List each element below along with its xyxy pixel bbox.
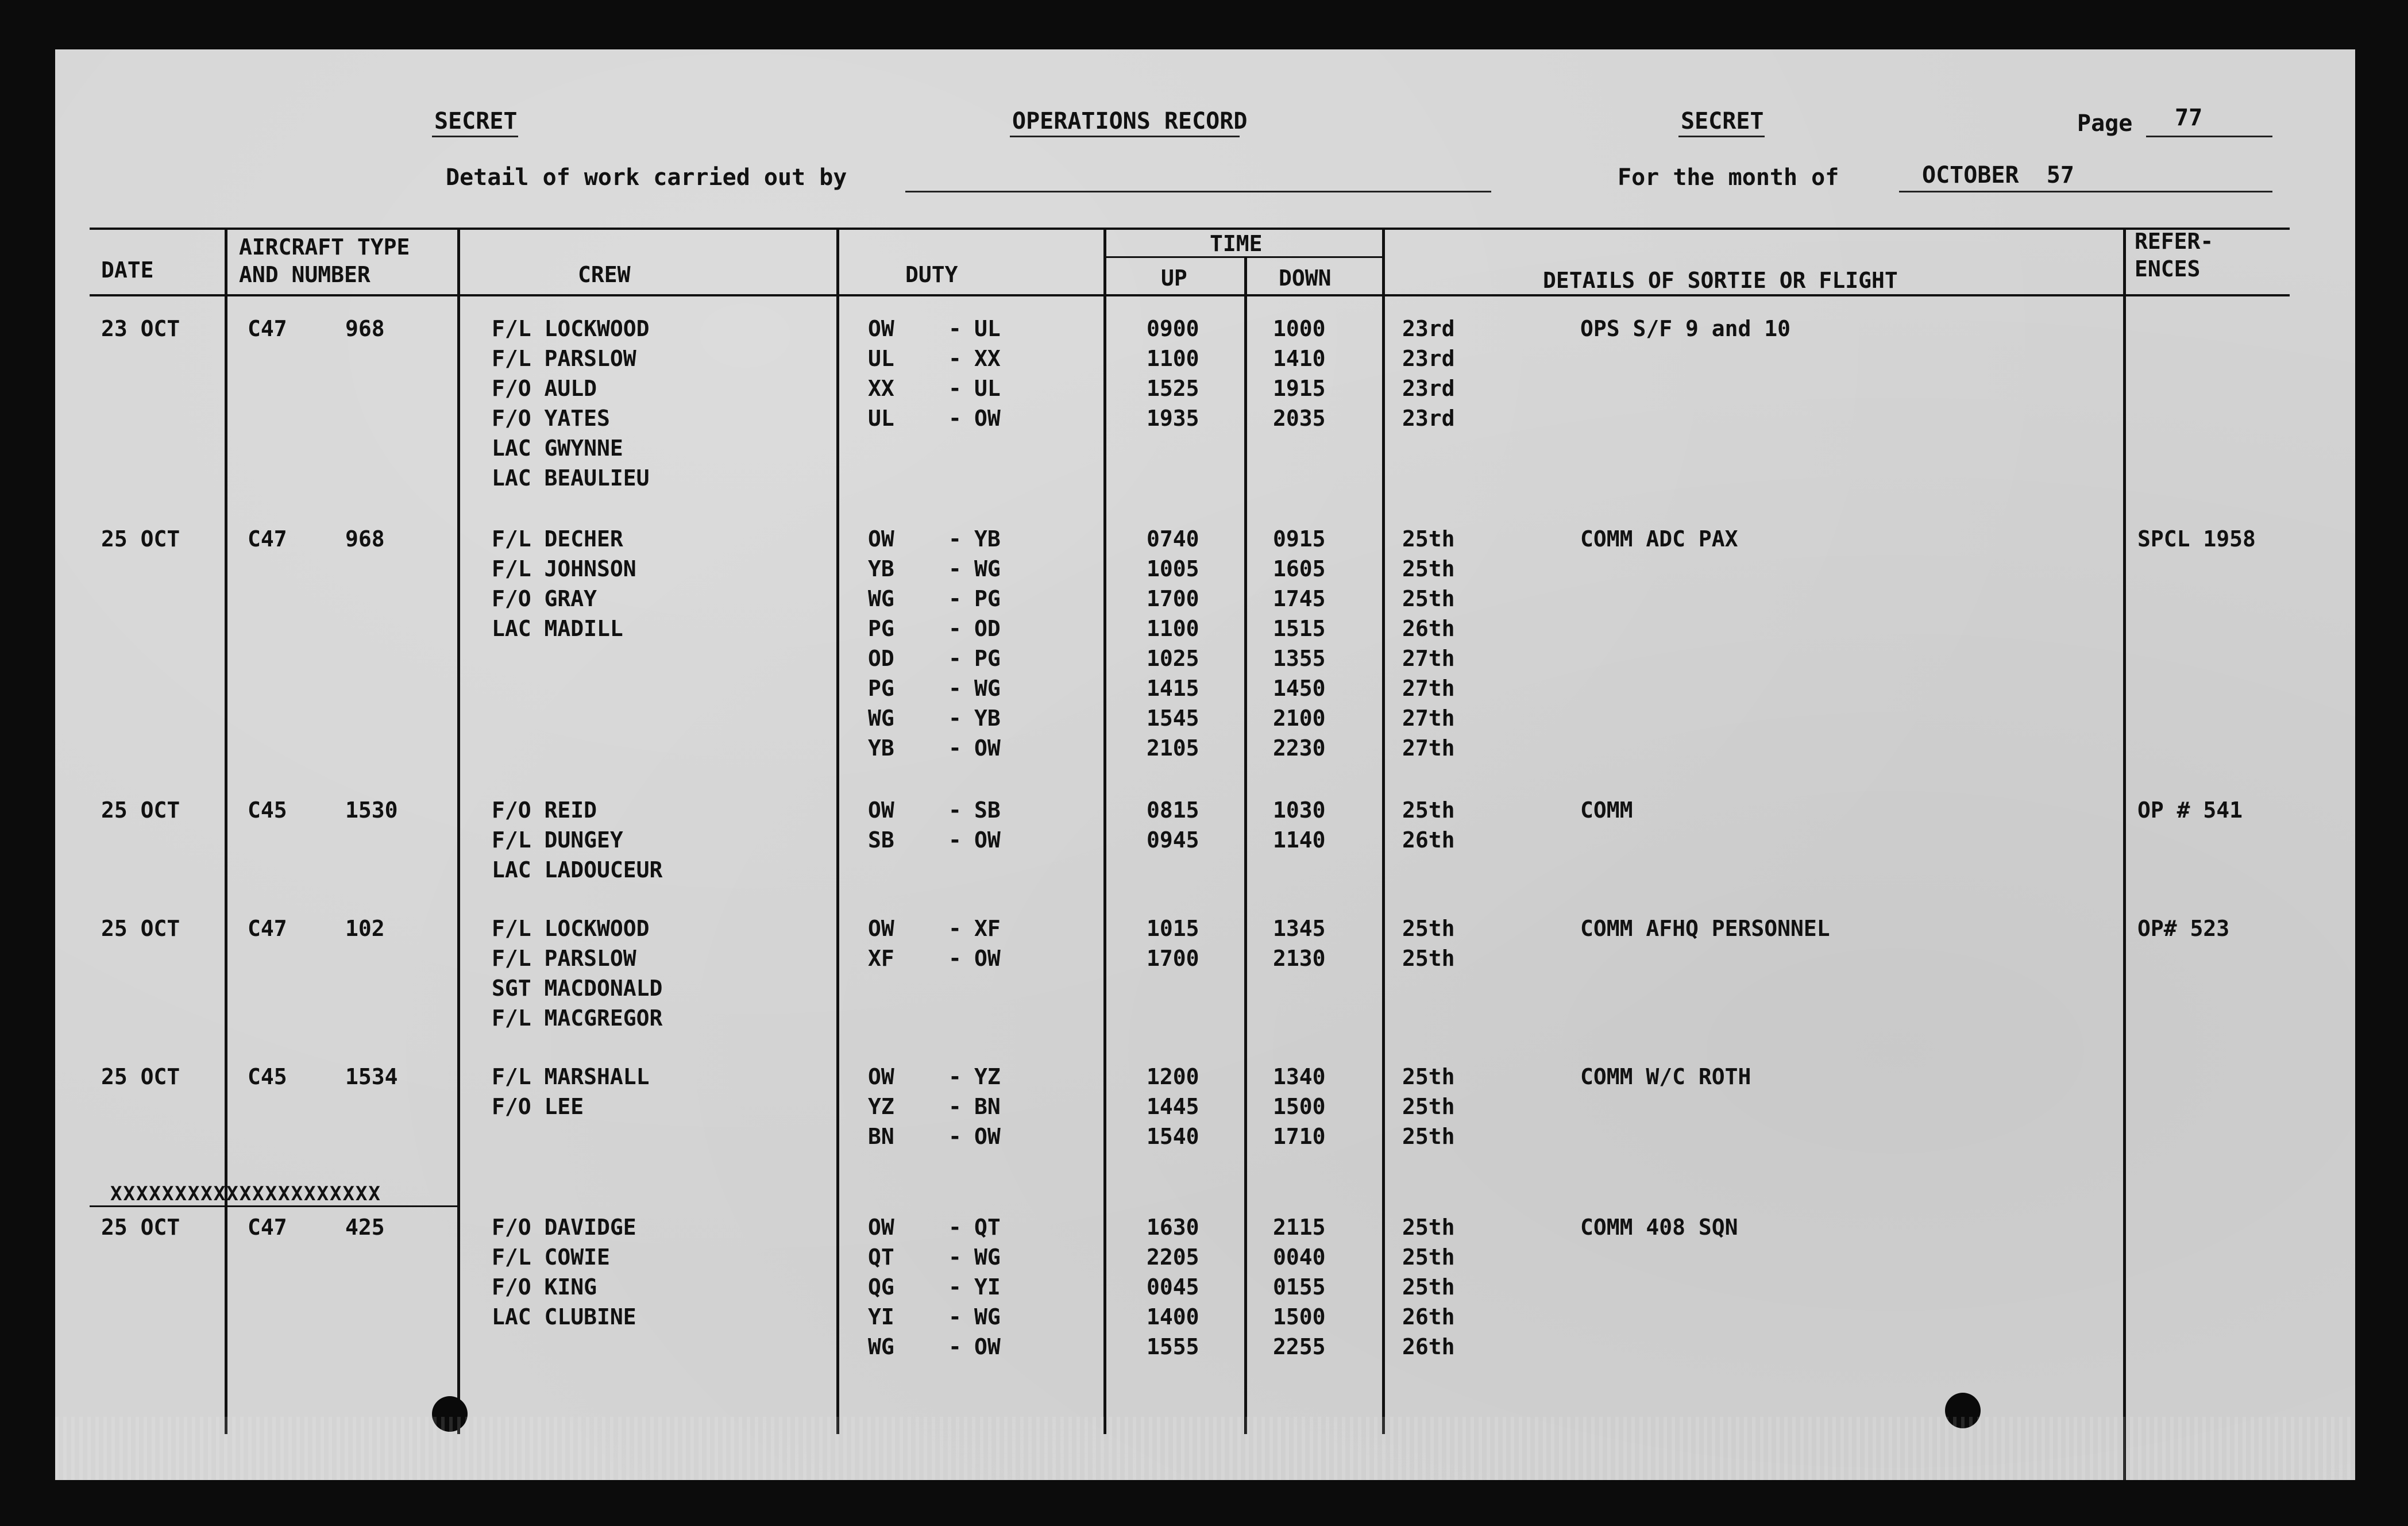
time-down: 1605 [1273, 556, 1326, 581]
crew-member: F/L MARSHALL [492, 1064, 650, 1089]
duty-to: BN [974, 1094, 1001, 1119]
time-down: 1355 [1273, 646, 1326, 671]
crew-member: LAC CLUBINE [492, 1304, 636, 1330]
time-down: 1710 [1273, 1124, 1326, 1149]
duty-separator: - [948, 706, 962, 731]
time-up: 0815 [1147, 797, 1199, 823]
column-header-details: DETAILS OF SORTIE OR FLIGHT [1543, 268, 1898, 293]
time-down: 2230 [1273, 735, 1326, 761]
title-underline [1010, 136, 1240, 137]
time-up: 1555 [1147, 1334, 1199, 1359]
time-up: 1700 [1147, 946, 1199, 971]
duty-from: OD [868, 646, 894, 671]
duty-separator: - [948, 676, 962, 701]
flight-day: 25th [1402, 946, 1455, 971]
month-label: For the month of [1618, 164, 1839, 191]
flight-day: 25th [1402, 1274, 1455, 1300]
time-down: 1915 [1273, 376, 1326, 401]
crew-member: F/O GRAY [492, 586, 597, 611]
column-header-date: DATE [101, 257, 154, 283]
flight-day: 25th [1402, 1215, 1455, 1240]
entry-date: 25 OCT [101, 1064, 180, 1089]
time-up: 1445 [1147, 1094, 1199, 1119]
time-up: 1100 [1147, 616, 1199, 641]
crew-member: F/L COWIE [492, 1244, 610, 1270]
duty-from: WG [868, 1334, 894, 1359]
duty-separator: - [948, 827, 962, 853]
flight-day: 25th [1402, 797, 1455, 823]
entry-reference: OP# 523 [2137, 916, 2230, 941]
duty-to: OW [974, 827, 1001, 853]
flight-day: 25th [1402, 1094, 1455, 1119]
crew-member: F/O REID [492, 797, 597, 823]
time-down: 1030 [1273, 797, 1326, 823]
duty-separator: - [948, 316, 962, 341]
duty-to: YB [974, 526, 1001, 552]
duty-to: WG [974, 556, 1001, 581]
crossed-out-entry: XXXXXXXXXXXXXXXXXXXXX [110, 1182, 381, 1205]
duty-to: YI [974, 1274, 1001, 1300]
duty-to: PG [974, 646, 1001, 671]
entry-aircraft-type: C47 [248, 526, 287, 552]
column-header-duty: DUTY [905, 262, 958, 287]
secret-right-underline [1678, 136, 1765, 137]
crew-member: F/O AULD [492, 376, 597, 401]
duty-column-rule [1103, 228, 1106, 1434]
flight-day: 25th [1402, 1064, 1455, 1089]
date-column-rule [225, 228, 227, 1434]
duty-from: OW [868, 1215, 894, 1240]
duty-to: XX [974, 346, 1001, 371]
duty-from: SB [868, 827, 894, 853]
duty-to: OW [974, 735, 1001, 761]
up-column-rule [1244, 256, 1247, 1434]
flight-day: 25th [1402, 916, 1455, 941]
flight-day: 23rd [1402, 376, 1455, 401]
secret-left-underline [432, 136, 518, 137]
duty-from: UL [868, 346, 894, 371]
duty-separator: - [948, 556, 962, 581]
time-up: 1025 [1147, 646, 1199, 671]
time-up: 1400 [1147, 1304, 1199, 1330]
crew-member: F/O LEE [492, 1094, 584, 1119]
duty-from: QG [868, 1274, 894, 1300]
crew-member: LAC MADILL [492, 616, 623, 641]
entry-reference: SPCL 1958 [2137, 526, 2256, 552]
entry-aircraft-number: 1534 [345, 1064, 398, 1089]
duty-from: XF [868, 946, 894, 971]
duty-separator: - [948, 1274, 962, 1300]
table-header-rule [90, 294, 2290, 296]
duty-from: OW [868, 797, 894, 823]
duty-from: PG [868, 676, 894, 701]
duty-separator: - [948, 1244, 962, 1270]
entry-details: OPS S/F 9 and 10 [1580, 316, 1791, 341]
entry-date: 25 OCT [101, 916, 180, 941]
duty-to: SB [974, 797, 1001, 823]
time-down: 2100 [1273, 706, 1326, 731]
duty-from: BN [868, 1124, 894, 1149]
time-down: 1745 [1273, 586, 1326, 611]
entry-aircraft-number: 425 [345, 1215, 385, 1240]
details-column-rule [2123, 228, 2126, 1480]
duty-from: OW [868, 1064, 894, 1089]
time-down: 2115 [1273, 1215, 1326, 1240]
column-header-aircraft-line2: AND NUMBER [239, 262, 371, 287]
entry-reference: OP # 541 [2137, 797, 2243, 823]
duty-from: UL [868, 406, 894, 431]
duty-separator: - [948, 406, 962, 431]
entry-date: 25 OCT [101, 797, 180, 823]
time-up: 1005 [1147, 556, 1199, 581]
duty-separator: - [948, 916, 962, 941]
duty-from: OW [868, 916, 894, 941]
time-down: 1500 [1273, 1304, 1326, 1330]
column-header-time: TIME [1210, 231, 1263, 256]
time-down: 1140 [1273, 827, 1326, 853]
duty-separator: - [948, 797, 962, 823]
entry-date: 25 OCT [101, 1215, 180, 1240]
duty-from: YB [868, 735, 894, 761]
entry-details: COMM ADC PAX [1580, 526, 1738, 552]
time-down: 0040 [1273, 1244, 1326, 1270]
down-column-rule [1382, 228, 1385, 1434]
duty-to: WG [974, 1244, 1001, 1270]
column-header-down: DOWN [1279, 265, 1332, 291]
crossed-out-rule [90, 1205, 457, 1207]
time-down: 2130 [1273, 946, 1326, 971]
duty-from: XX [868, 376, 894, 401]
duty-to: OW [974, 1124, 1001, 1149]
crew-member: F/L DUNGEY [492, 827, 623, 853]
time-down: 1500 [1273, 1094, 1326, 1119]
page-number-underline [2146, 136, 2272, 137]
column-header-up: UP [1161, 265, 1187, 291]
duty-to: UL [974, 316, 1001, 341]
crew-member: F/L LOCKWOOD [492, 916, 650, 941]
entry-aircraft-number: 1530 [345, 797, 398, 823]
flight-day: 25th [1402, 586, 1455, 611]
duty-from: YZ [868, 1094, 894, 1119]
secret-left-label: SECRET [434, 108, 518, 134]
month-underline [1899, 191, 2272, 192]
flight-day: 27th [1402, 676, 1455, 701]
table-top-rule [90, 228, 2290, 230]
duty-to: UL [974, 376, 1001, 401]
duty-separator: - [948, 1124, 962, 1149]
duty-separator: - [948, 526, 962, 552]
duty-to: YZ [974, 1064, 1001, 1089]
flight-day: 26th [1402, 1304, 1455, 1330]
flight-day: 25th [1402, 1124, 1455, 1149]
time-down: 0155 [1273, 1274, 1326, 1300]
entry-aircraft-type: C47 [248, 1215, 287, 1240]
duty-separator: - [948, 1334, 962, 1359]
duty-to: PG [974, 586, 1001, 611]
time-up: 1540 [1147, 1124, 1199, 1149]
entry-details: COMM 408 SQN [1580, 1215, 1738, 1240]
column-header-crew: CREW [578, 262, 631, 287]
time-up: 1100 [1147, 346, 1199, 371]
flight-day: 26th [1402, 1334, 1455, 1359]
duty-from: WG [868, 586, 894, 611]
crew-member: F/O DAVIDGE [492, 1215, 636, 1240]
crew-member: LAC BEAULIEU [492, 465, 650, 491]
time-down: 1000 [1273, 316, 1326, 341]
duty-to: OD [974, 616, 1001, 641]
flight-day: 23rd [1402, 316, 1455, 341]
duty-separator: - [948, 376, 962, 401]
aircraft-column-rule [457, 228, 460, 1434]
time-down: 0915 [1273, 526, 1326, 552]
duty-to: OW [974, 406, 1001, 431]
entry-aircraft-number: 968 [345, 526, 385, 552]
entry-details: COMM AFHQ PERSONNEL [1580, 916, 1830, 941]
time-up: 1935 [1147, 406, 1199, 431]
flight-day: 25th [1402, 1244, 1455, 1270]
entry-aircraft-type: C47 [248, 316, 287, 341]
time-down: 2035 [1273, 406, 1326, 431]
flight-day: 27th [1402, 735, 1455, 761]
duty-from: OW [868, 526, 894, 552]
time-down: 2255 [1273, 1334, 1326, 1359]
time-up: 2105 [1147, 735, 1199, 761]
secret-right-label: SECRET [1681, 108, 1764, 134]
time-down: 1345 [1273, 916, 1326, 941]
duty-separator: - [948, 946, 962, 971]
duty-separator: - [948, 346, 962, 371]
time-down: 1450 [1273, 676, 1326, 701]
page-label: Page [2077, 110, 2133, 137]
duty-from: QT [868, 1244, 894, 1270]
time-up: 1630 [1147, 1215, 1199, 1240]
duty-separator: - [948, 1304, 962, 1330]
entry-date: 23 OCT [101, 316, 180, 341]
duty-separator: - [948, 616, 962, 641]
time-up: 1545 [1147, 706, 1199, 731]
entry-details: COMM W/C ROTH [1580, 1064, 1751, 1089]
detail-label: Detail of work carried out by [446, 164, 847, 191]
time-up: 0740 [1147, 526, 1199, 552]
duty-separator: - [948, 1094, 962, 1119]
duty-to: WG [974, 676, 1001, 701]
duty-to: WG [974, 1304, 1001, 1330]
time-up: 1015 [1147, 916, 1199, 941]
duty-separator: - [948, 735, 962, 761]
duty-separator: - [948, 586, 962, 611]
crew-member: LAC LADOUCEUR [492, 857, 663, 883]
time-down: 1410 [1273, 346, 1326, 371]
duty-to: OW [974, 946, 1001, 971]
document-title: OPERATIONS RECORD [1012, 108, 1248, 134]
duty-to: OW [974, 1334, 1001, 1359]
entry-aircraft-type: C47 [248, 916, 287, 941]
column-header-references-line1: REFER- [2135, 229, 2214, 254]
flight-day: 25th [1402, 526, 1455, 552]
page-number: 77 [2175, 105, 2203, 131]
entry-aircraft-number: 102 [345, 916, 385, 941]
entry-date: 25 OCT [101, 526, 180, 552]
time-up: 2205 [1147, 1244, 1199, 1270]
duty-to: YB [974, 706, 1001, 731]
detail-underline [905, 191, 1491, 192]
duty-from: OW [868, 316, 894, 341]
flight-day: 27th [1402, 706, 1455, 731]
time-up: 0945 [1147, 827, 1199, 853]
flight-day: 26th [1402, 827, 1455, 853]
crew-member: F/L DECHER [492, 526, 623, 552]
entry-aircraft-type: C45 [248, 1064, 287, 1089]
duty-to: QT [974, 1215, 1001, 1240]
crew-member: F/L LOCKWOOD [492, 316, 650, 341]
entry-aircraft-type: C45 [248, 797, 287, 823]
crew-column-rule [836, 228, 839, 1434]
crew-member: F/L PARSLOW [492, 346, 636, 371]
flight-day: 23rd [1402, 406, 1455, 431]
flight-day: 23rd [1402, 346, 1455, 371]
time-up: 0045 [1147, 1274, 1199, 1300]
flight-day: 25th [1402, 556, 1455, 581]
time-up: 0900 [1147, 316, 1199, 341]
entry-details: COMM [1580, 797, 1633, 823]
duty-separator: - [948, 1215, 962, 1240]
time-up: 1700 [1147, 586, 1199, 611]
duty-separator: - [948, 1064, 962, 1089]
duty-to: XF [974, 916, 1001, 941]
duty-from: PG [868, 616, 894, 641]
time-down: 1515 [1273, 616, 1326, 641]
edge-wear [55, 1417, 2355, 1480]
crew-member: SGT MACDONALD [492, 976, 663, 1001]
time-down: 1340 [1273, 1064, 1326, 1089]
crew-member: F/L PARSLOW [492, 946, 636, 971]
time-up: 1200 [1147, 1064, 1199, 1089]
crew-member: F/O KING [492, 1274, 597, 1300]
duty-from: YB [868, 556, 894, 581]
entry-aircraft-number: 968 [345, 316, 385, 341]
duty-from: YI [868, 1304, 894, 1330]
time-up: 1415 [1147, 676, 1199, 701]
crew-member: F/L MACGREGOR [492, 1005, 663, 1031]
flight-day: 26th [1402, 616, 1455, 641]
column-header-references-line2: ENCES [2135, 256, 2201, 282]
column-header-aircraft-line1: AIRCRAFT TYPE [239, 234, 410, 260]
crew-member: LAC GWYNNE [492, 436, 623, 461]
time-up: 1525 [1147, 376, 1199, 401]
operations-record-sheet [55, 49, 2355, 1480]
crew-member: F/L JOHNSON [492, 556, 636, 581]
flight-day: 27th [1402, 646, 1455, 671]
month-value: OCTOBER 57 [1922, 162, 2074, 188]
duty-from: WG [868, 706, 894, 731]
duty-separator: - [948, 646, 962, 671]
crew-member: F/O YATES [492, 406, 610, 431]
